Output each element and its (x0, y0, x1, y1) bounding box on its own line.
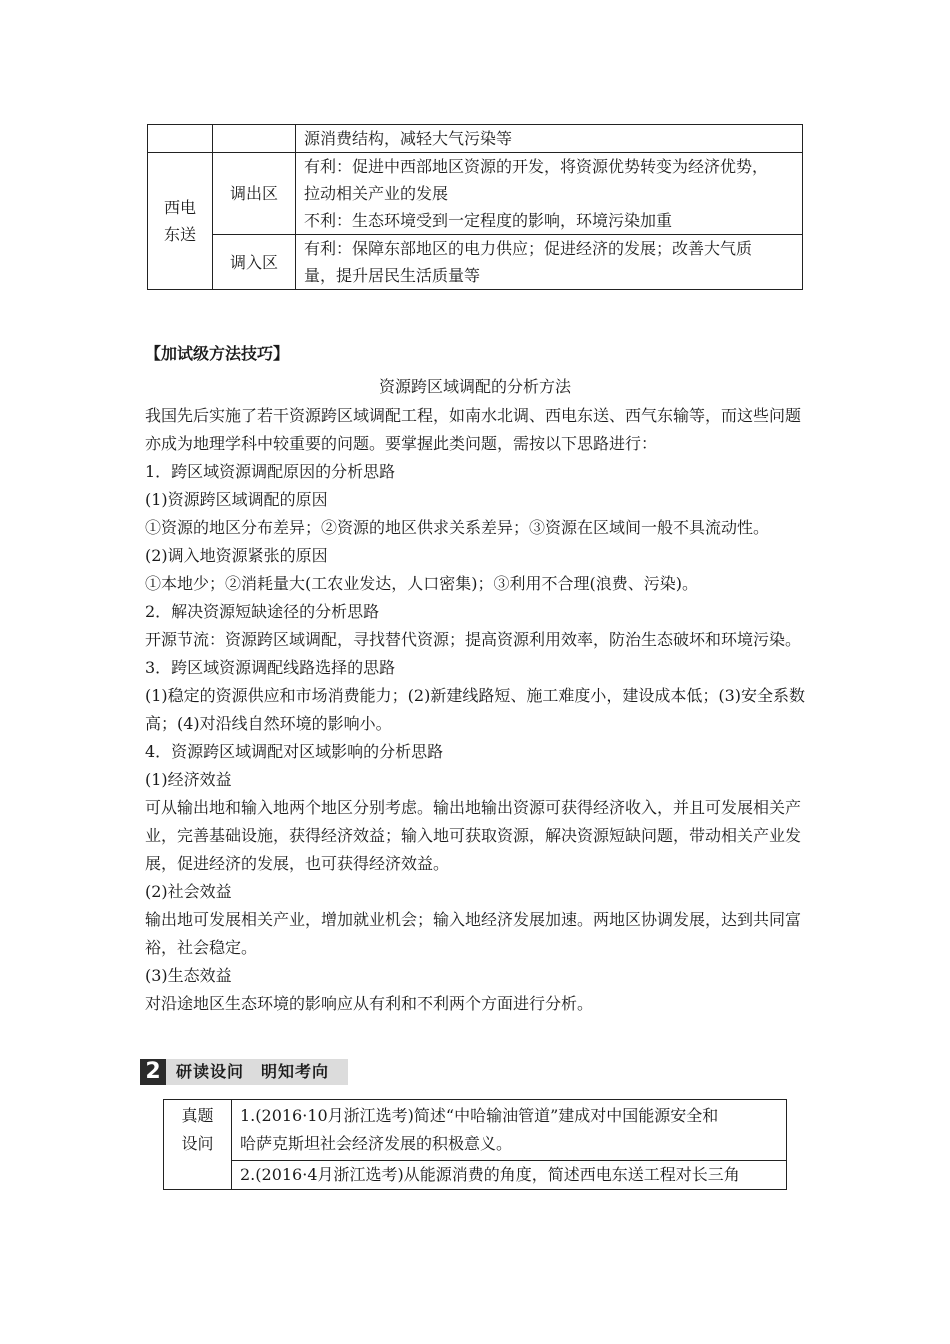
project-label-cell (148, 153, 213, 290)
table-row (164, 1161, 787, 1190)
section-number-badge: 2 (140, 1059, 166, 1085)
question-line: 哈萨克斯坦社会经济发展的积极意义。 (240, 1134, 513, 1153)
question-cell (232, 1100, 787, 1161)
impact-line: 有利：促进中西部地区资源的开发，将资源优势转变为经济优势， (304, 157, 769, 176)
question-label-line: 真题 (181, 1106, 214, 1125)
paragraph: ①本地少；②消耗量大(工农业发达，人口密集)；③利用不合理(浪费、污染)。 (145, 574, 698, 593)
regional-impact-table (147, 124, 803, 290)
paragraph: 输出地可发展相关产业，增加就业机会；输入地经济发展加速。两地区协调发展，达到共同富裕，社会稳定。 (145, 910, 802, 957)
impact-line: 有利：保障东部地区的电力供应；促进经济的发展；改善大气质 (304, 239, 753, 258)
question-line: 2.(2016·4月浙江选考)从能源消费的角度，简述西电东送工程对长三角 (240, 1165, 740, 1184)
paragraph: (2)社会效益 (145, 882, 232, 901)
paragraph: ①资源的地区分布差异；②资源的地区供求关系差异；③资源在区域间一般不具流动性。 (145, 518, 770, 537)
table-row (148, 125, 803, 153)
paragraph: (1)资源跨区域调配的原因 (145, 490, 328, 509)
question-line: 1.(2016·10月浙江选考)简述“中哈输油管道”建成对中国能源安全和 (240, 1106, 719, 1125)
paragraph: (2)调入地资源紧张的原因 (145, 546, 328, 565)
project-label-line: 西电 (163, 198, 196, 217)
paragraph: 2．解决资源短缺途径的分析思路 (145, 602, 380, 621)
question-cell (232, 1161, 787, 1190)
paragraph: 3．跨区域资源调配线路选择的思路 (145, 658, 396, 677)
method-body (145, 402, 815, 1018)
paragraph: 开源节流：资源跨区域调配，寻找替代资源；提高资源利用效率，防治生态破坏和环境污染。 (145, 630, 802, 649)
section-header (140, 1059, 348, 1085)
table-row (148, 153, 803, 235)
export-impact-cell (296, 153, 803, 235)
paragraph: 可从输出地和输入地两个地区分别考虑。输出地输出资源可获得经济收入，并且可发展相关产业，完善基础设施，获得经济效益；输入地可获取资源，解决资源短缺问题，带动相关产业发展，促进经济的发展，也可获得经济效益。 (145, 798, 802, 873)
exam-question-table (163, 1099, 787, 1190)
paragraph: 对沿途地区生态环境的影响应从有利和不利两个方面进行分析。 (145, 994, 594, 1013)
paragraph: (3)生态效益 (145, 966, 232, 985)
paragraph: 我国先后实施了若干资源跨区域调配工程，如南水北调、西电东送、西气东输等，而这些问题亦成为地理学科中较重要的问题。要掌握此类问题，需按以下思路进行： (145, 406, 802, 453)
table-row (148, 235, 803, 290)
method-title: 资源跨区域调配的分析方法 (378, 377, 571, 396)
impact-line: 不利：生态环境受到一定程度的影响，环境污染加重 (304, 211, 673, 230)
section-title: 研读设问 明知考向 (176, 1062, 330, 1081)
project-label-line: 东送 (163, 225, 196, 244)
question-label-line: 设问 (181, 1134, 214, 1153)
paragraph: 1．跨区域资源调配原因的分析思路 (145, 462, 396, 481)
table-cell (148, 125, 213, 153)
paragraph: 4．资源跨区域调配对区域影响的分析思路 (145, 742, 444, 761)
paragraph: (1)经济效益 (145, 770, 232, 789)
table-row (164, 1100, 787, 1161)
import-impact-cell (296, 235, 803, 290)
method-heading: 【加试级方法技巧】 (145, 344, 290, 363)
question-label-cell (164, 1100, 232, 1190)
paragraph: (1)稳定的资源供应和市场消费能力；(2)新建线路短、施工难度小，建设成本低；(3)安全系数高；(4)对沿线自然环境的影响小。 (145, 686, 805, 733)
import-region-cell: 调入区 (213, 235, 296, 290)
table-cell: 源消费结构，减轻大气污染等 (296, 125, 803, 153)
export-region-cell: 调出区 (213, 153, 296, 235)
table-cell (213, 125, 296, 153)
impact-line: 量，提升居民生活质量等 (304, 266, 481, 285)
impact-line: 拉动相关产业的发展 (304, 184, 449, 203)
